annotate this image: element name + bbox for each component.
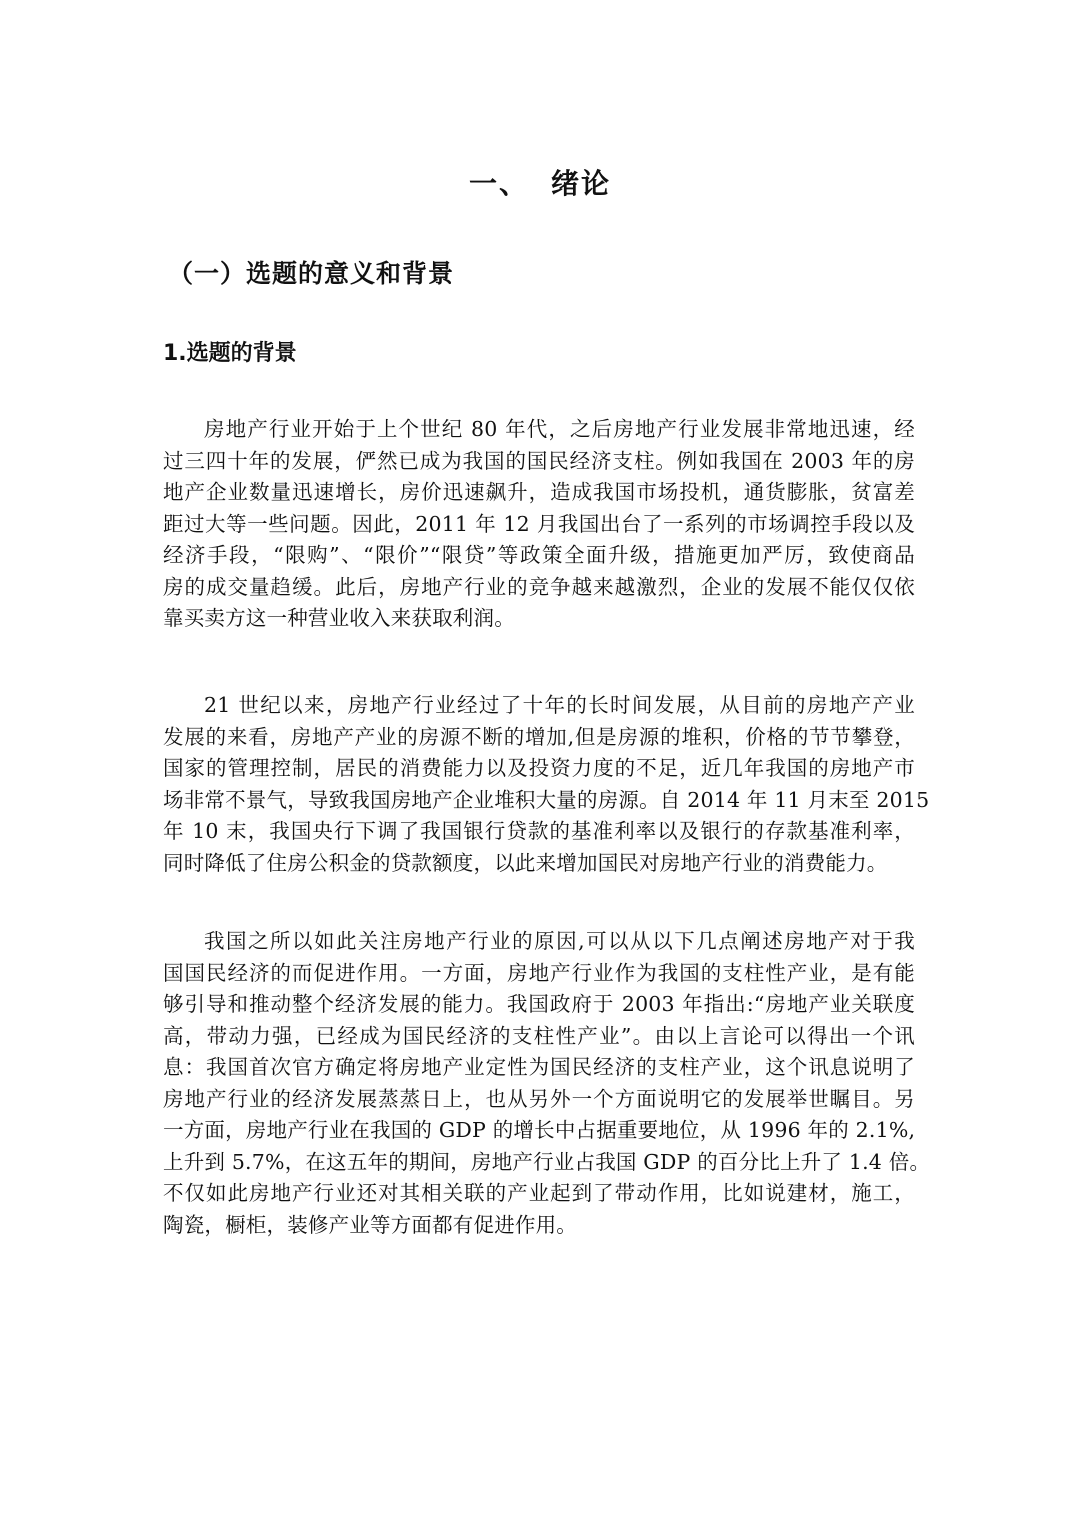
chapter-title: 绪论 (551, 167, 612, 200)
paragraph-line: 不仅如此房地产行业还对其相关联的产业起到了带动作用，比如说建材，施工， (163, 1181, 915, 1205)
paragraph-line: 陶瓷，橱柜，装修产业等方面都有促进作用。 (163, 1212, 577, 1237)
paragraph-line: 国家的管理控制，居民的消费能力以及投资力度的不足，近几年我国的房地产市 (163, 756, 915, 780)
paragraph-line: 经济手段，“限购”、“限价”“限贷”等政策全面升级，措施更加严厉，致使商品 (163, 543, 915, 567)
paragraph-line: 我国之所以如此关注房地产行业的原因,可以从以下几点阐述房地产对于我 (204, 929, 915, 953)
paragraph-2 (163, 690, 930, 879)
paragraph-line: 场非常不景气，导致我国房地产企业堆积大量的房源。自 2014 年 11 月末至 2015 (163, 787, 930, 812)
paragraph-line: 年 10 末，我国央行下调了我国银行贷款的基准利率以及银行的存款基准利率， (163, 819, 915, 843)
paragraph-line: 靠买卖方这一种营业收入来获取利润。 (163, 606, 515, 630)
paragraph-line: 够引导和推动整个经济发展的能力。我国政府于 2003 年指出:“房地产业关联度 (163, 992, 915, 1016)
paragraph-line: 同时降低了住房公积金的贷款额度，以此来增加国民对房地产行业的消费能力。 (163, 850, 888, 875)
paragraph-line: 发展的来看，房地产产业的房源不断的增加,但是房源的堆积，价格的节节攀登， (163, 724, 915, 749)
subsection-heading: 1.选题的背景 (163, 341, 297, 366)
paragraph-line: 上升到 5.7%，在这五年的期间，房地产行业占我国 GDP 的百分比上升了 1.4 倍。 (163, 1149, 931, 1174)
paragraph-line: 地产企业数量迅速增长，房价迅速飙升，造成我国市场投机，通货膨胀，贫富差 (163, 480, 915, 504)
paragraph-line: 房的成交量趋缓。此后，房地产行业的竞争越来越激烈，企业的发展不能仅仅依 (163, 574, 915, 599)
paragraph-1 (163, 414, 915, 635)
paragraph-3 (163, 926, 931, 1241)
chapter-heading (0, 164, 1080, 204)
paragraph-line: 高，带动力强，已经成为国民经济的支柱性产业”。由以上言论可以得出一个讯 (163, 1023, 915, 1048)
section-heading: （一）选题的意义和背景 (168, 259, 455, 288)
paragraph-line: 房地产行业的经济发展蒸蒸日上，也从另外一个方面说明它的发展举世瞩目。另 (163, 1086, 915, 1111)
chapter-number: 一、 (468, 167, 529, 200)
paragraph-line: 过三四十年的发展，俨然已成为我国的国民经济支柱。例如我国在 2003 年的房 (163, 448, 915, 473)
paragraph-line: 21 世纪以来，房地产行业经过了十年的长时间发展，从目前的房地产产业 (204, 693, 915, 717)
paragraph-line: 距过大等一些问题。因此，2011 年 12 月我国出台了一系列的市场调控手段以及 (163, 511, 915, 536)
paragraph-line: 息：我国首次官方确定将房地产业定性为国民经济的支柱产业，这个讯息说明了 (163, 1055, 915, 1079)
paragraph-line: 国国民经济的而促进作用。一方面，房地产行业作为我国的支柱性产业，是有能 (163, 960, 915, 985)
paragraph-line: 房地产行业开始于上个世纪 80 年代，之后房地产行业发展非常地迅速，经 (204, 417, 915, 441)
paragraph-line: 一方面，房地产行业在我国的 GDP 的增长中占据重要地位，从 1996 年的 2.1%, (163, 1118, 916, 1142)
